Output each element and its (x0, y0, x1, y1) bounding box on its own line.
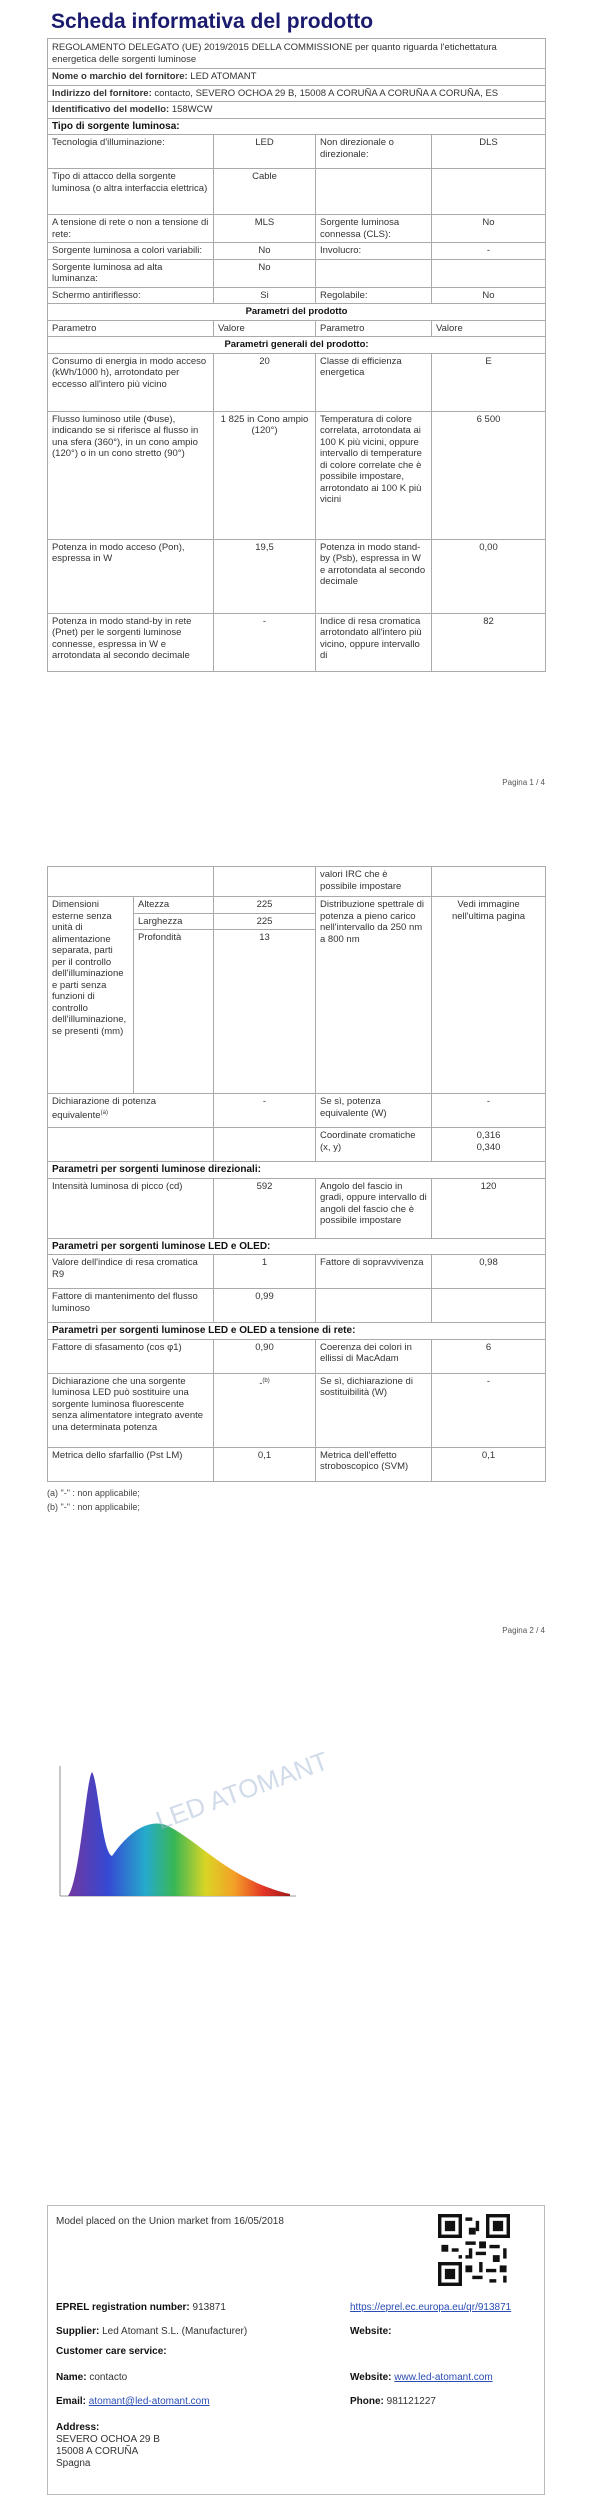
flux-value: 1 825 in Cono ampio (120°) (214, 411, 316, 539)
spectrum-image (50, 1745, 333, 1910)
supplier-address-row (48, 85, 546, 102)
r9-value: 1 (214, 1255, 316, 1289)
supplier-value: Led Atomant S.L. (Manufacturer) (102, 2326, 248, 2337)
directional-value: DLS (432, 135, 546, 169)
general-heading: Parametri generali del prodotto: (48, 337, 546, 354)
phone-label: Phone: (350, 2396, 384, 2407)
footnote-b-ref: (b) (262, 1377, 270, 1384)
col-value-2: Valore (432, 320, 546, 337)
directional-label: Non direzionale o direzionale: (316, 135, 432, 169)
spectrum-watermark: LED ATOMANT (151, 1745, 333, 1836)
supplier-name-label: Nome o marchio del fornitore: (52, 71, 188, 82)
directional-heading: Parametri per sorgenti luminose direzionali: (48, 1162, 546, 1179)
eprel-box (47, 2205, 545, 2495)
model-id-label: Identificativo del modello: (52, 104, 170, 115)
ccls-label: Sorgente luminosa connessa (CLS): (316, 215, 432, 243)
dimmable-value: No (432, 287, 546, 304)
customer-care-label: Customer care service: (56, 2346, 167, 2357)
website2-row (350, 2372, 493, 2383)
registration-row (56, 2302, 226, 2313)
chroma-label: Coordinate cromatiche (x, y) (316, 1128, 432, 1162)
regulation-text: REGOLAMENTO DELEGATO (UE) 2019/2015 DELLA COMMISSIONE per quanto riguarda l'etichettatura energetica delle sorgenti luminose (48, 39, 546, 69)
address-block (56, 2422, 160, 2470)
cri-value: 82 (432, 613, 546, 671)
source-type-heading: Tipo di sorgente luminosa: (48, 118, 546, 135)
equivalent-label: Dichiarazione di potenza equivalente$^{(a)}$ (48, 1094, 214, 1128)
psb-label: Potenza in modo stand-by (Psb), espressa in W e arrotondata al secondo decimale (316, 539, 432, 613)
col-param-1: Parametro (48, 320, 214, 337)
pnet-value: - (214, 613, 316, 671)
page-1 (47, 8, 545, 672)
supplier-name: LED ATOMANT (190, 71, 257, 82)
shield-label: Schermo antiriflesso: (48, 287, 214, 304)
class-label: Classe di efficienza energetica (316, 353, 432, 411)
pst-label: Metrica dello sfarfallio (Pst LM) (48, 1447, 214, 1481)
qr-code[interactable] (438, 2214, 510, 2286)
height-label: Altezza (134, 897, 214, 914)
replace-w-value: - (432, 1373, 546, 1447)
depth-value: 13 (214, 930, 316, 1094)
macadam-label: Coerenza dei colori in ellissi di MacAdam (316, 1339, 432, 1373)
shield-value: Si (214, 287, 316, 304)
email-row (56, 2396, 210, 2407)
replace-label: Dichiarazione che una sorgente luminosa LED può sostituire una sorgente luminosa fluorescente senza alimentatore integrato avente una determinata potenza (48, 1373, 214, 1447)
colour-label: Sorgente luminosa a colori variabili: (48, 243, 214, 260)
footnote-b: (b) "-" : non applicabile; (47, 1501, 140, 1512)
flux-label: Flusso luminoso utile (Φuse), indicando se si riferisce al flusso in una sfera (360°), in un cono ampio (120°) o in un cono stretto (90°) (48, 411, 214, 539)
equivalent-w-value: - (432, 1094, 546, 1128)
envelope-label: Involucro: (316, 243, 432, 260)
chroma-x: 0,316 (476, 1130, 501, 1141)
pst-value: 0,1 (214, 1447, 316, 1481)
email-label: Email: (56, 2396, 87, 2407)
params-heading: Parametri del prodotto (48, 304, 546, 321)
cap-label: Tipo di attacco della sorgente luminosa (o altra interfaccia elettrica) (48, 169, 214, 215)
info-table (47, 38, 546, 672)
equivalent-w-label: Se sì, potenza equivalente (W) (316, 1094, 432, 1128)
colour-value: No (214, 243, 316, 260)
website-link[interactable]: www.led-atomant.com (394, 2372, 493, 2383)
mains-value: MLS (214, 215, 316, 243)
beam-label: Angolo del fascio in gradi, oppure intervallo di angoli del fascio che è possibile impostare (316, 1178, 432, 1238)
dims-label: Dimensioni esterne senza unità di alimentazione separata, parti per il controllo dell'illuminazione e parti senza funzioni di controllo dell'illuminazione, se presenti (mm) (48, 897, 134, 1094)
high-luminance-label: Sorgente luminosa ad alta luminanza: (48, 259, 214, 287)
spectrum-graphic (50, 1745, 333, 1910)
beam-value: 120 (432, 1178, 546, 1238)
name-label: Name: (56, 2372, 87, 2383)
supplier-row (56, 2326, 247, 2337)
survival-value: 0,98 (432, 1255, 546, 1289)
cri-label: Indice di resa cromatica arrotondato all'intero più vicino, oppure intervallo di (316, 613, 432, 671)
peak-label: Intensità luminosa di picco (cd) (48, 1178, 214, 1238)
registration-number: 913871 (192, 2302, 226, 2313)
supplier-address: contacto, SEVERO OCHOA 29 B, 15008 A CORUÑA A CORUÑA A CORUÑA, ES (154, 87, 499, 99)
placed-on-market: Model placed on the Union market from 16/05/2018 (56, 2216, 284, 2227)
cap-value: Cable (214, 169, 316, 215)
led-heading: Parametri per sorgenti luminose LED e OLED: (48, 1238, 546, 1255)
page-2 (47, 866, 545, 1514)
macadam-value: 6 (432, 1339, 546, 1373)
registration-label: EPREL registration number: (56, 2302, 190, 2313)
model-id-row (48, 102, 546, 119)
spd-label: Distribuzione spettrale di potenza a pieno carico nell'intervallo da 250 nm a 800 nm (316, 897, 432, 1094)
energy-value: 20 (214, 353, 316, 411)
col-value-1: Valore (214, 320, 316, 337)
class-value: E (432, 353, 546, 411)
psb-value: 0,00 (432, 539, 546, 613)
survival-label: Fattore di sopravvivenza (316, 1255, 432, 1289)
pon-value: 19,5 (214, 539, 316, 613)
svm-value: 0,1 (432, 1447, 546, 1481)
model-id: 158WCW (171, 104, 213, 115)
envelope-value: - (432, 243, 546, 260)
high-luminance-value: No (214, 259, 316, 287)
col-param-2: Parametro (316, 320, 432, 337)
website-label: Website: (350, 2326, 392, 2337)
width-label: Larghezza (134, 913, 214, 930)
pon-label: Potenza in modo acceso (Pon), espressa in W (48, 539, 214, 613)
page-title: Scheda informativa del prodotto (51, 10, 374, 33)
spd-value: Vedi immagine nell'ultima pagina (432, 897, 546, 1094)
tech-value: LED (214, 135, 316, 169)
page-number-2: Pagina 2 / 4 (502, 1626, 545, 1635)
equivalent-value: - (214, 1094, 316, 1128)
chroma-value (432, 1128, 546, 1162)
address-line-1: SEVERO OCHOA 29 B (56, 2434, 160, 2445)
params-table-cont (47, 866, 546, 1482)
pf-label: Fattore di sfasamento (cos φ1) (48, 1339, 214, 1373)
email-link[interactable]: atomant@led-atomant.com (88, 2396, 210, 2407)
qr-code-icon (438, 2214, 510, 2286)
peak-value: 592 (214, 1178, 316, 1238)
tech-label: Tecnologia d'illuminazione: (48, 135, 214, 169)
height-value: 225 (214, 897, 316, 914)
energy-label: Consumo di energia in modo acceso (kWh/1000 h), arrotondato per eccesso all'intero più vicino (48, 353, 214, 411)
footnote-a: (a) "-" : non applicabile; (47, 1487, 140, 1498)
website2-label: Website: (350, 2372, 392, 2383)
page-number-1: Pagina 1 / 4 (502, 778, 545, 787)
eprel-link[interactable]: https://eprel.ec.europa.eu/qr/913871 (350, 2302, 512, 2313)
address-label: Address: (56, 2422, 100, 2433)
depth-label: Profondità (134, 930, 214, 1094)
replace-value: -$^{(b)}$ (214, 1373, 316, 1447)
supplier-name-row (48, 69, 546, 86)
dimmable-label: Regolabile: (316, 287, 432, 304)
name-row (56, 2372, 127, 2383)
cct-value: 6 500 (432, 411, 546, 539)
pf-value: 0,90 (214, 1339, 316, 1373)
maintenance-value: 0,99 (214, 1289, 316, 1323)
phone-value: 981121227 (386, 2396, 436, 2407)
footnote-a-ref: (a) (100, 1109, 108, 1116)
ccls-value: No (432, 215, 546, 243)
phone-row (350, 2396, 436, 2407)
chroma-y: 0,340 (476, 1141, 501, 1153)
r9-label: Valore dell'indice di resa cromatica R9 (48, 1255, 214, 1289)
replace-w-label: Se sì, dichiarazione di sostituibilità (W) (316, 1373, 432, 1447)
mains-label: A tensione di rete o non a tensione di rete: (48, 215, 214, 243)
pnet-label: Potenza in modo stand-by in rete (Pnet) per le sorgenti luminose connesse, espressa in W e arrotondata al secondo decimale (48, 613, 214, 671)
address-line-2: 15008 A CORUÑA (56, 2446, 139, 2457)
cri-cont-label: valori IRC che è possibile impostare (316, 867, 432, 897)
maintenance-label: Fattore di mantenimento del flusso luminoso (48, 1289, 214, 1323)
supplier-label: Supplier: (56, 2326, 100, 2337)
address-line-3: Spagna (56, 2458, 91, 2469)
width-value: 225 (214, 913, 316, 930)
mains-heading: Parametri per sorgenti luminose LED e OLED a tensione di rete: (48, 1323, 546, 1340)
cct-label: Temperatura di colore correlata, arrotondata ai 100 K più vicini, oppure intervallo di temperature di colore correlate che è possibile impostare, arrotondato ai 100 K più vicini (316, 411, 432, 539)
supplier-address-label: Indirizzo del fornitore: (52, 87, 152, 99)
footnotes (47, 1486, 545, 1514)
name-value: contacto (89, 2372, 128, 2383)
svm-label: Metrica dell'effetto stroboscopico (SVM) (316, 1447, 432, 1481)
